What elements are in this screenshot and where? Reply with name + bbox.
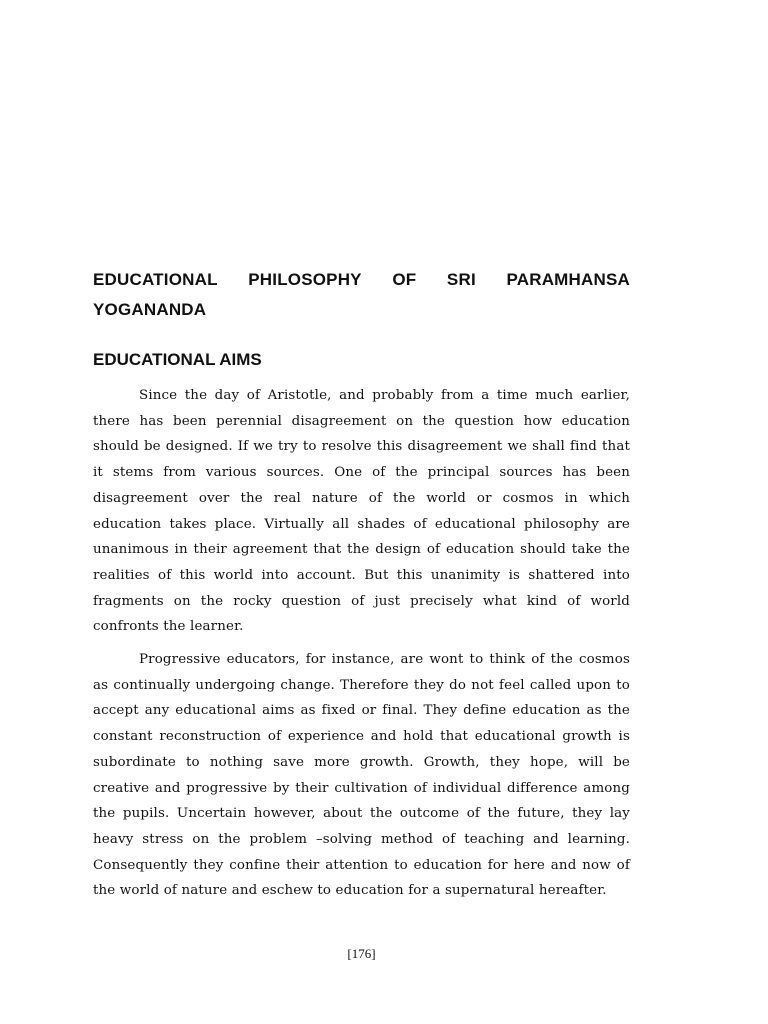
body-paragraph: Since the day of Aristotle, and probably from a time much earlier, there has been perennial disagreement on the question how education should be designed. If we try to resolve this disagreement we shall find that it stems from various sources. One of the principal sources has been disagreement over the real nature of the world or cosmos in which education takes place. Virtually all shades of educational philosophy are unanimous in their agreement that the design of education should take the realities of this world into account. But this unanimity is shattered into fragments on the rocky question of just precisely what kind of world confronts the learner. bbox=[93, 388, 630, 635]
body-paragraph: Progressive educators, for instance, are wont to think of the cosmos as continually undergoing change. Therefore they do not feel called upon to accept any educational aims as fixed or final. They define education as the constant reconstruction of experience and hold that educational growth is subordinate to nothing save more growth. Growth, they hope, will be creative and progressive by their cultivation of individual difference among the pupils. Uncertain however, about the outcome of the future, they lay heavy stress on the problem –solving method of teaching and learning. Consequently they confine their attention to education for here and now of the world of nature and eschew to education for a supernatural hereafter. bbox=[93, 652, 630, 899]
title-word: OF bbox=[392, 270, 417, 289]
title-word: PARAMHANSA bbox=[506, 270, 630, 289]
title-word: SRI bbox=[446, 270, 476, 289]
section-heading: EDUCATIONAL AIMS bbox=[93, 350, 262, 369]
page-number: [176] bbox=[347, 946, 376, 961]
title-word: EDUCATIONAL bbox=[93, 270, 218, 289]
document-title-line-2: YOGANANDA bbox=[93, 300, 207, 319]
title-word: PHILOSOPHY bbox=[248, 270, 362, 289]
document-title-line-1 bbox=[93, 270, 630, 290]
